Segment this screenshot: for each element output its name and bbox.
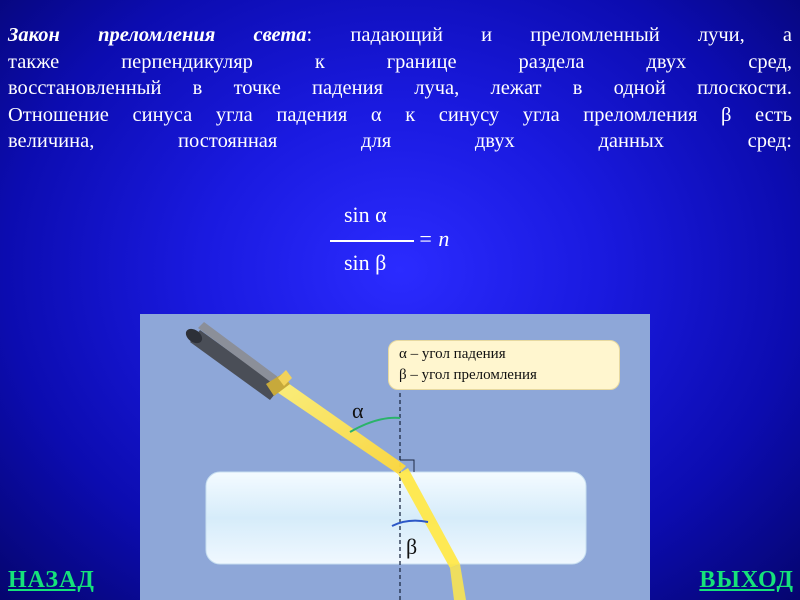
legend-alpha: α – угол падения [399, 346, 506, 362]
back-button[interactable]: НАЗАД [8, 567, 95, 593]
formula-denominator: sin β [344, 250, 387, 275]
exit-button[interactable]: ВЫХОД [699, 567, 794, 593]
beta-label: β [406, 534, 418, 559]
refraction-figure [140, 314, 650, 600]
law-line-1 [8, 22, 792, 49]
law-line-1-rest: : падающий и преломленный лучи, а [306, 24, 793, 46]
law-text [8, 22, 792, 155]
glass-slab [206, 472, 586, 564]
law-line-2: также перпендикуляр к границе раздела двух сред, [8, 50, 792, 73]
refraction-formula [326, 202, 466, 282]
law-line-4: Отношение синуса угла падения α к синусу угла преломления β есть [8, 103, 792, 126]
flashlight-icon [183, 322, 292, 400]
law-line-5: величина, постоянная для двух данных сред: [8, 130, 792, 152]
legend-beta: β – угол преломления [399, 367, 537, 383]
law-line-3: восстановленный в точке падения луча, лежат в одной плоскости. [8, 77, 792, 99]
refracted-beam-exit [450, 564, 466, 600]
formula-fraction-bar [330, 240, 414, 242]
angle-legend [388, 340, 620, 390]
law-title: Закон преломления света [8, 24, 307, 46]
formula-numerator: sin α [344, 202, 387, 227]
alpha-label: α [352, 398, 364, 423]
incident-beam [268, 376, 406, 474]
formula-equals: = n [418, 226, 450, 251]
